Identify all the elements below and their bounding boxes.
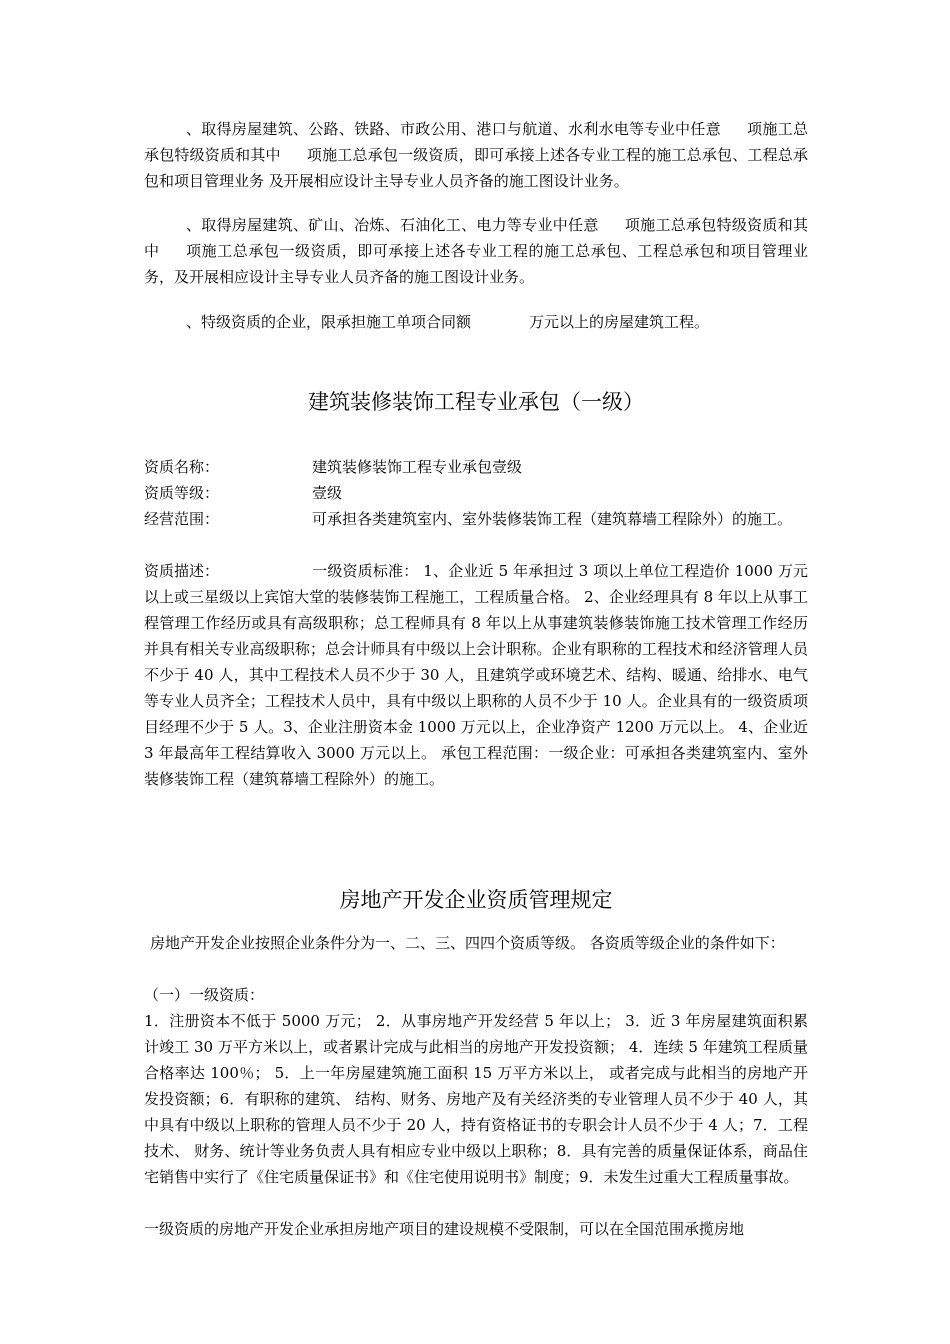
field-value: 可承担各类建筑室内、室外装修装饰工程（建筑幕墙工程除外）的施工。 [312, 510, 793, 528]
closing-paragraph: 一级资质的房地产开发企业承担房地产项目的建设规模不受限制，可以在全国范围承揽房地 [144, 1220, 745, 1238]
field-label: 资质描述： [144, 562, 220, 580]
intro-paragraph: 房地产开发企业按照企业条件分为一、二、三、四四个资质等级。 各资质等级企业的条件如下： [150, 934, 785, 952]
paragraph-text: 、取得房屋建筑、矿山、冶炼、石油化工、电力等专业中任意 [186, 216, 599, 234]
qualification-description-row [144, 558, 808, 792]
paragraph-text: 项施工总承包特级资质和其中 [144, 120, 808, 164]
section-title-real-estate: 房地产开发企业资质管理规定 [339, 888, 613, 912]
paragraph-text: 项施工总承包一级资质，即可承接上述各专业工程的施工总承包、工程总承包和项目管理业务 及开展相应设计主导专业人员齐备的施工图设计业务。 [144, 146, 808, 190]
paragraph-text: 、特级资质的企业，限承担施工单项合同额 [186, 313, 472, 331]
paragraph-text: 万元以上的房屋建筑工程。 [529, 313, 710, 331]
field-label: 经营范围： [144, 510, 220, 528]
paragraph-text: 项施工总承包特级资质和其中 [144, 216, 808, 260]
section-title-decoration: 建筑装修装饰工程专业承包（一级） [308, 390, 644, 414]
field-label: 资质名称： [144, 458, 220, 476]
paragraph-special-qualification-2 [144, 212, 808, 290]
paragraph-special-qualification-1 [144, 116, 808, 194]
paragraph-special-qualification-3 [144, 309, 808, 335]
paragraph-text: 、取得房屋建筑、公路、铁路、市政公用、港口与航道、水利水电等专业中任意 [186, 120, 721, 138]
level-one-conditions: 1．注册资本不低于 5000 万元； 2．从事房地产开发经营 5 年以上； 3．近 3 年房屋建筑面积累计竣工 30 万平方米以上，或者累计完成与此相当的房地产开发投资额； 4．连续 5 年建筑工程质量合格率达 100％； 5．上一年房屋建筑施工面积 15 万平方米以上， 或者完成与此相当的房地产开发投资额；6．有职称的建筑、 结构、财务、房地产及有关经济类的专业管理人员不少于 40 人，其中具有中级以上职称的管理人员不少于 20 人，持有资格证书的专职会计人员不少于 4 人；7．工程技术、 财务、统计等业务负责人具有相应专业中级以上职称；8．具有完善的质量保证体系，商品住宅销售中实行了《住宅质量保证书》和《住宅使用说明书》制度；9．未发生过重大工程质量事故。 [144, 1012, 808, 1186]
field-value: 一级资质标准： 1、企业近 5 年承担过 3 项以上单位工程造价 1000 万元以上或三星级以上宾馆大堂的装修装饰工程施工，工程质量合格。 2、企业经理具有 8 年以上从事工程管理工作经历或具有高级职称；总工程师具有 8 年以上从事建筑装修装饰施工技术管理工作经历并具有相关专业高级职称；总会计师具有中级以上会计职称。企业有职称的工程技术和经济管理人员不少于 40 人，其中工程技术人员不少于 30 人，且建筑学或环境艺术、结构、暖通、给排水、电气等专业人员齐全；工程技术人员中，具有中级以上职称的人员不少于 10 人。企业具有的一级资质项目经理不少于 5 人。3、企业注册资本金 1000 万元以上，企业净资产 1200 万元以上。 4、企业近 3 年最高年工程结算收入 3000 万元以上。 承包工程范围：一级企业：可承担各类建筑室内、室外装修装饰工程（建筑幕墙工程除外）的施工。 [144, 562, 808, 788]
paragraph-text: 项施工总承包一级资质，即可承接上述各专业工程的施工总承包、工程总承包和项目管理业务，及开展相应设计主导专业人员齐备的施工图设计业务。 [144, 242, 808, 286]
qualification-name-row [144, 454, 808, 480]
business-scope-row [144, 506, 808, 532]
field-label: 资质等级： [144, 484, 220, 502]
level-one-heading: （一）一级资质： [144, 986, 265, 1004]
qualification-level-row [144, 480, 808, 506]
field-value: 建筑装修装饰工程专业承包壹级 [312, 458, 523, 476]
field-value: 壹级 [312, 484, 343, 502]
